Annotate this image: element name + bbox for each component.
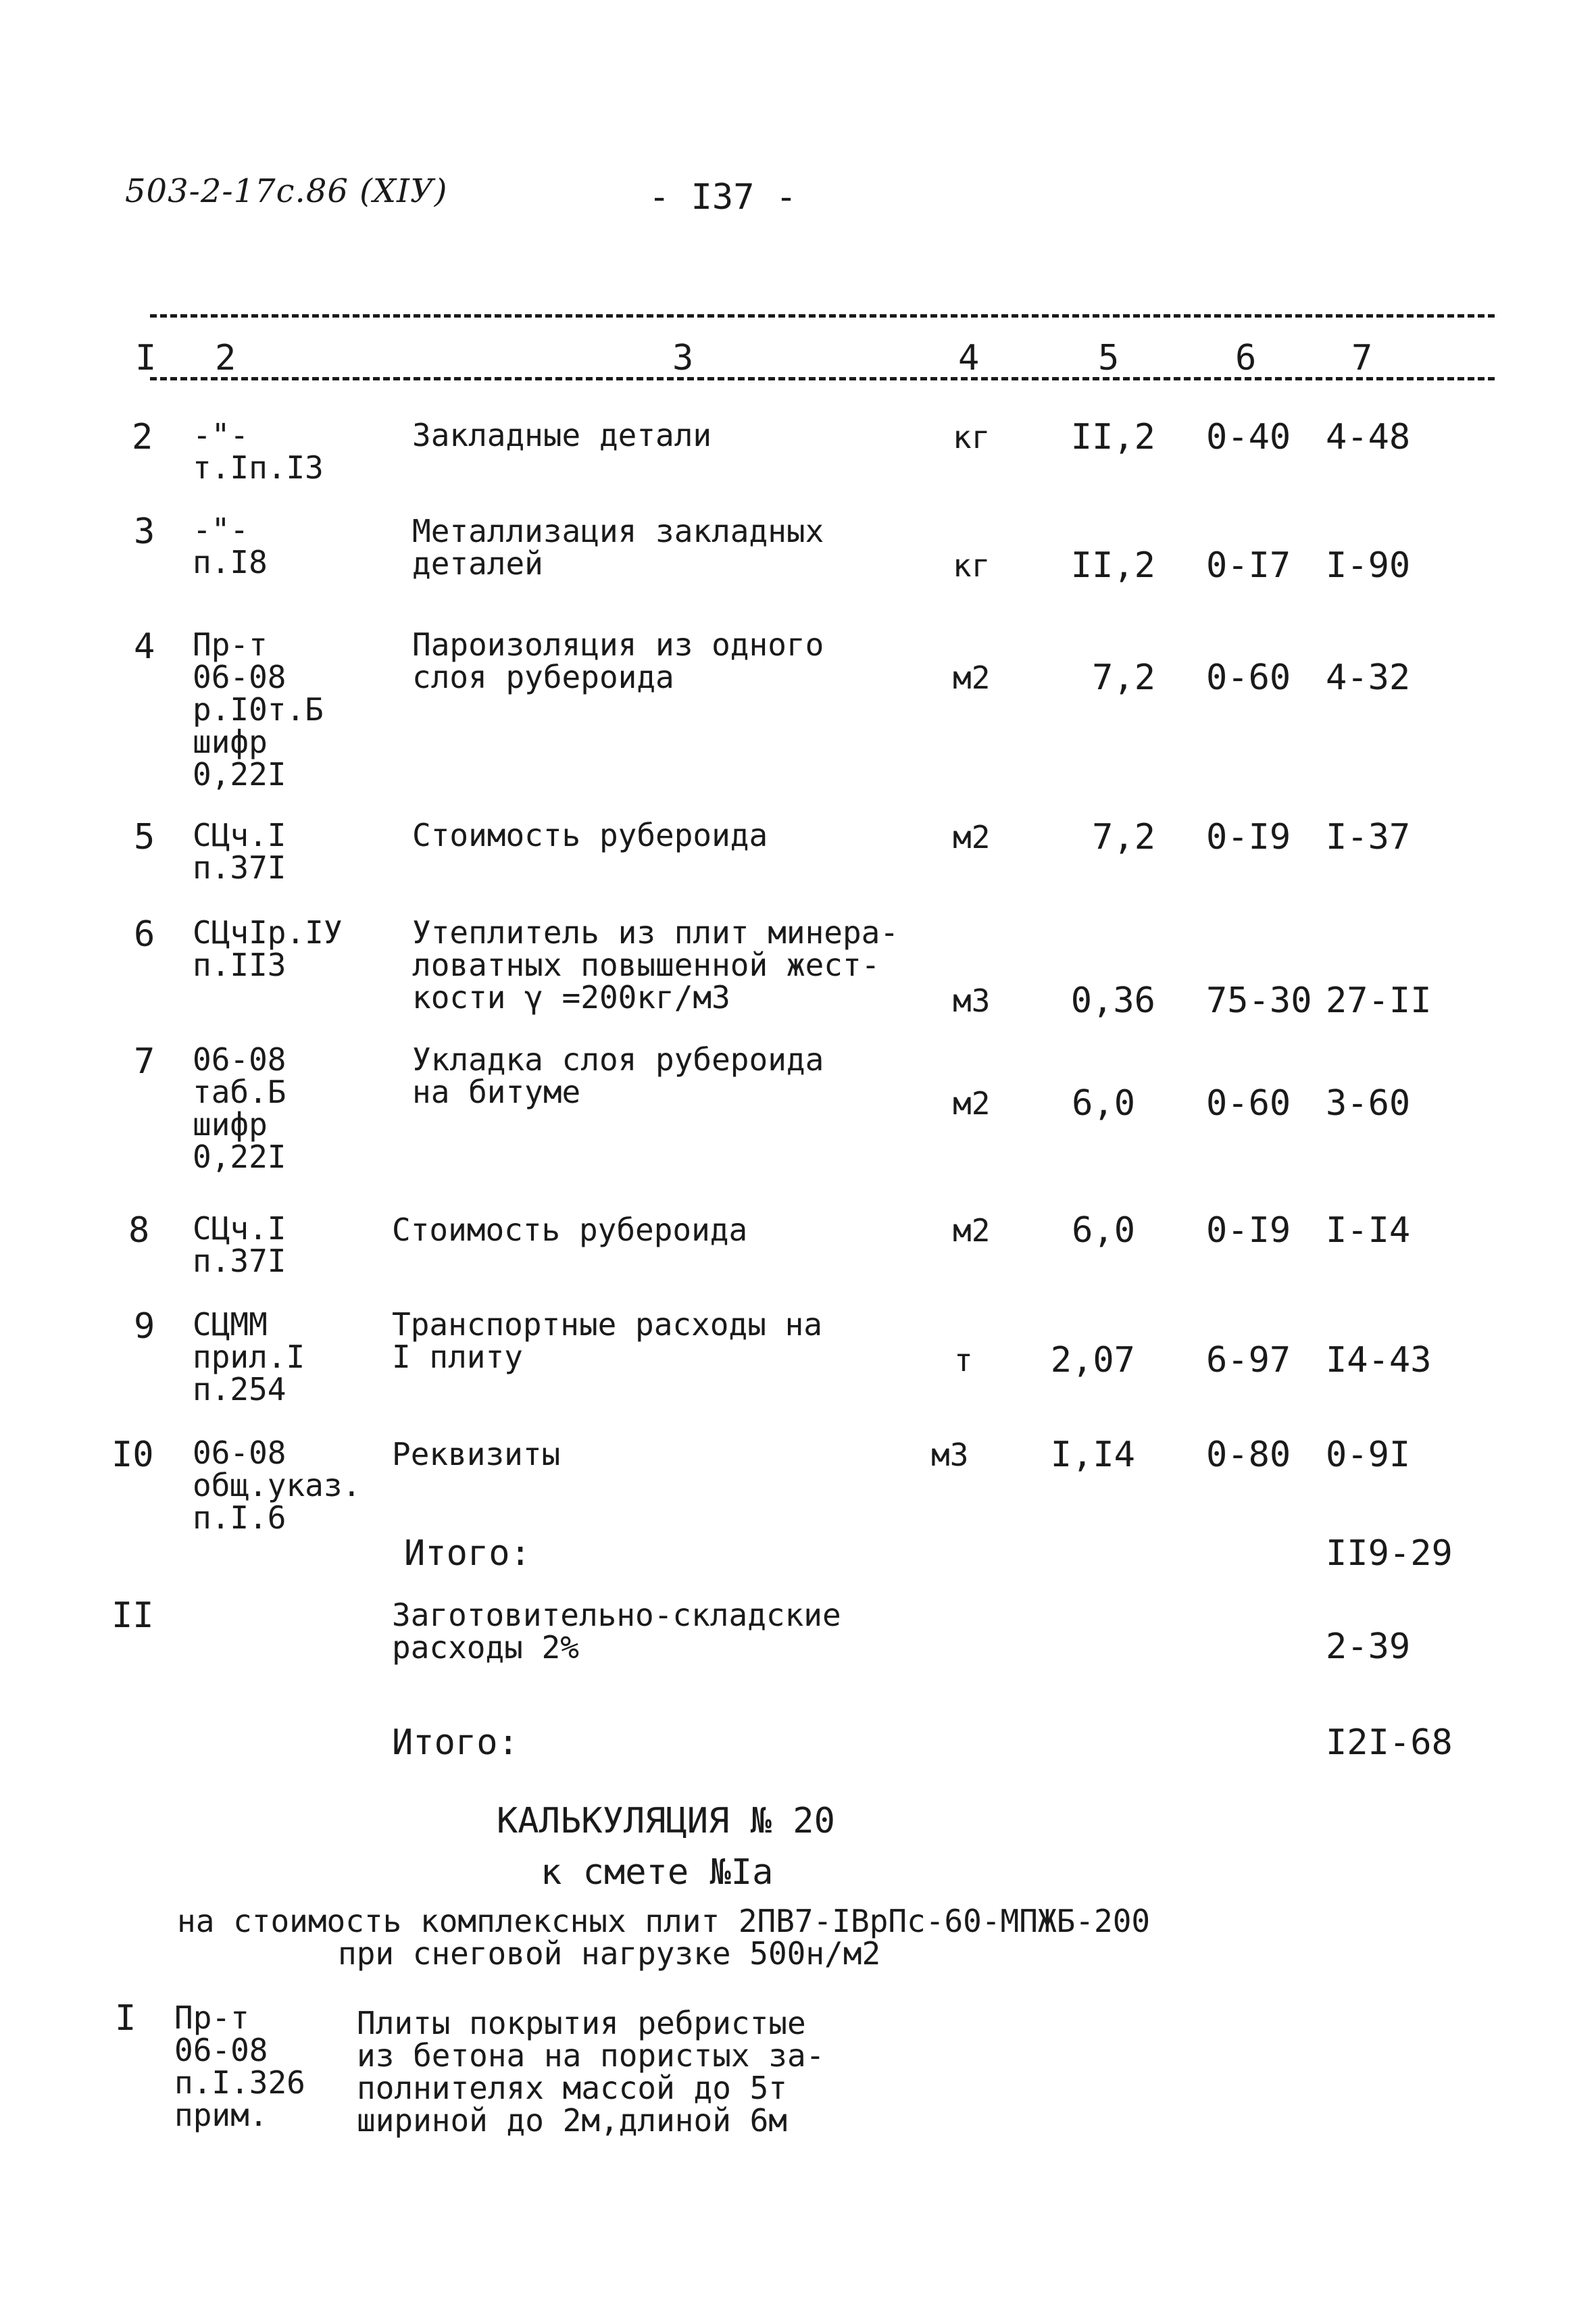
- row-unit: м2: [953, 819, 991, 855]
- row-total: I4-43: [1326, 1340, 1432, 1380]
- row-name: Пароизоляция из одного слоя рубероида: [412, 626, 824, 695]
- row-unit: м2: [953, 1212, 991, 1249]
- row-quantity: 6,0: [1072, 1083, 1135, 1124]
- calculation-subtitle: к смете №Iа: [541, 1852, 774, 1893]
- row-quantity: 6,0: [1072, 1210, 1135, 1251]
- row-number: 4: [134, 626, 155, 667]
- row-reference: СЦч.I п.37I: [193, 817, 286, 886]
- row-price: 0-60: [1206, 1083, 1291, 1124]
- row-unit: м3: [931, 1437, 969, 1473]
- col-number-5: 5: [1098, 338, 1120, 378]
- row-name: Плиты покрытия ребристые из бетона на пористых за- полнителях массой до 5т шириной до 2м,длиной 6м: [357, 2005, 825, 2139]
- row-total: 3-60: [1326, 1083, 1411, 1124]
- row-reference: Пр-т 06-08 р.I0т.Б шифр 0,22I: [193, 626, 324, 793]
- col-number-3: 3: [672, 338, 694, 378]
- row-reference: -"- т.Iп.I3: [193, 417, 324, 486]
- row-unit: кг: [953, 419, 991, 455]
- row-unit: т: [954, 1342, 973, 1378]
- row-price: 0-I9: [1206, 817, 1291, 857]
- row-unit: кг: [953, 547, 991, 584]
- row-quantity: 7,2: [1092, 657, 1155, 698]
- row-number: I0: [111, 1435, 154, 1475]
- row-number: II: [111, 1595, 154, 1636]
- row-quantity: II,2: [1070, 417, 1155, 457]
- row-total: 0-9I: [1326, 1435, 1411, 1475]
- calculation-title: КАЛЬКУЛЯЦИЯ № 20: [497, 1801, 835, 1841]
- row-price: 75-30: [1206, 980, 1312, 1021]
- row-total: 27-II: [1326, 980, 1432, 1021]
- row-reference: Пр-т 06-08 п.I.326 прим.: [174, 1999, 305, 2133]
- row-name: Стоимость рубероида: [392, 1212, 748, 1248]
- row-number: 6: [134, 914, 155, 955]
- calculation-description-line2: при снеговой нагрузке 500н/м2: [338, 1935, 881, 1972]
- total-label: Итого:: [392, 1722, 519, 1763]
- row-number: 8: [128, 1210, 150, 1251]
- row-number: 7: [134, 1041, 155, 1082]
- col-number-2: 2: [215, 338, 236, 378]
- row-price: 0-80: [1206, 1435, 1291, 1475]
- row-unit: м3: [953, 982, 991, 1019]
- row-reference: СЦч.I п.37I: [193, 1210, 286, 1279]
- row-total: 2-39: [1326, 1626, 1411, 1667]
- row-total: I-I4: [1326, 1210, 1411, 1251]
- row-total: 4-48: [1326, 417, 1411, 457]
- row-name: Укладка слоя рубероида на битуме: [412, 1041, 824, 1110]
- row-total: 4-32: [1326, 657, 1411, 698]
- row-name: Транспортные расходы на I плиту: [392, 1306, 822, 1375]
- subtotal-label: Итого:: [404, 1533, 531, 1574]
- row-quantity: 2,07: [1050, 1340, 1135, 1380]
- row-reference: 06-08 общ.указ. п.I.6: [193, 1435, 361, 1536]
- document-code: 503-2-17c.86 (XIУ): [125, 172, 448, 210]
- subtotal-value: II9-29: [1326, 1533, 1453, 1574]
- row-unit: м2: [953, 1085, 991, 1122]
- row-price: 0-I9: [1206, 1210, 1291, 1251]
- row-total: I-37: [1326, 817, 1411, 857]
- total-value: I2I-68: [1326, 1722, 1453, 1763]
- row-reference: СЦММ прил.I п.254: [193, 1306, 305, 1408]
- col-number-7: 7: [1351, 338, 1373, 378]
- col-number-1: I: [135, 338, 157, 378]
- row-reference: СЦчIр.IУ п.II3: [193, 914, 343, 983]
- row-name: Закладные детали: [412, 417, 712, 453]
- row-reference: 06-08 таб.Б шифр 0,22I: [193, 1041, 286, 1175]
- row-number: I: [115, 1998, 136, 2039]
- row-name: Металлизация закладных деталей: [412, 513, 824, 582]
- row-number: 9: [134, 1306, 155, 1347]
- row-number: 3: [134, 512, 155, 552]
- row-number: 2: [132, 417, 153, 457]
- column-header-rule: [150, 377, 1495, 380]
- row-number: 5: [134, 817, 155, 857]
- row-quantity: 0,36: [1070, 980, 1155, 1021]
- row-name: Утеплитель из плит минера- ловатных повышенной жест- кости γ =200кг/м3: [412, 914, 899, 1016]
- row-price: 0-I7: [1206, 545, 1291, 586]
- table-top-rule: [150, 314, 1495, 318]
- row-price: 6-97: [1206, 1340, 1291, 1380]
- page-number: - I37 -: [649, 177, 797, 218]
- row-quantity: II,2: [1070, 545, 1155, 586]
- row-unit: м2: [953, 659, 991, 696]
- calculation-description-line1: на стоимость комплексных плит 2ПВ7-IВрПс-60-МПЖБ-200: [177, 1903, 1151, 1939]
- row-total: I-90: [1326, 545, 1411, 586]
- row-price: 0-40: [1206, 417, 1291, 457]
- row-price: 0-60: [1206, 657, 1291, 698]
- col-number-6: 6: [1235, 338, 1257, 378]
- row-name: Стоимость рубероида: [412, 817, 768, 853]
- row-name: Реквизиты: [392, 1436, 561, 1472]
- row-quantity: I,I4: [1050, 1435, 1135, 1475]
- row-reference: -"- п.I8: [193, 512, 268, 580]
- row-quantity: 7,2: [1092, 817, 1155, 857]
- col-number-4: 4: [958, 338, 980, 378]
- row-name: Заготовительно-складские расходы 2%: [392, 1597, 841, 1666]
